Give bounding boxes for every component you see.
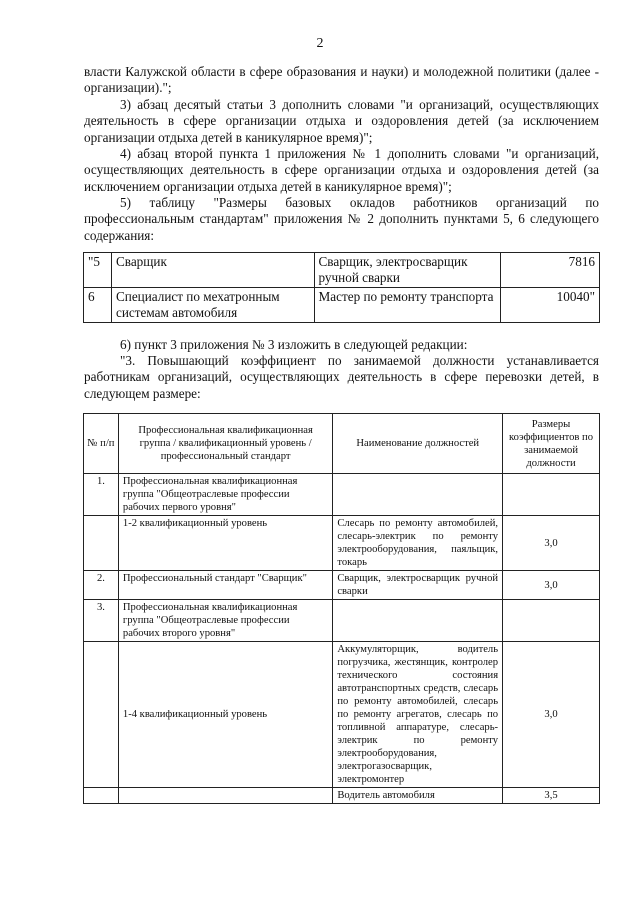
standard-name: Сварщик: [111, 253, 314, 288]
position-name: [333, 600, 503, 642]
coef-value: 3,0: [503, 642, 600, 788]
row-number: [84, 642, 119, 788]
coef-value: [503, 600, 600, 642]
salary-value: 7816: [501, 253, 600, 288]
table-row: [84, 516, 600, 571]
row-number: [84, 788, 119, 804]
paragraph-continuation: власти Калужской области в сфере образования и науки) и молодежной политики (далее - организации).";: [84, 64, 599, 96]
coefficient-table: [83, 413, 600, 804]
coef-value: 3,0: [503, 516, 600, 571]
table-row: [84, 642, 600, 788]
table-row: [84, 288, 600, 323]
coef-value: [503, 474, 600, 516]
paragraph-item-6: 6) пункт 3 приложения № 3 изложить в следующей редакции:: [120, 337, 468, 352]
header-coef: Размеры коэффициентов по занимаемой должности: [503, 414, 600, 474]
table-header-row: [84, 414, 600, 474]
row-number: [84, 516, 119, 571]
position-name: Мастер по ремонту транспорта: [314, 288, 501, 323]
coef-value: 3,0: [503, 571, 600, 600]
paragraph-item-3: 3) абзац десятый статьи 3 дополнить словами "и организаций, осуществляющих деятельность в сфере организации отдыха и оздоровления детей (за исключением организации отдыха детей в каникулярное время)";: [84, 97, 599, 145]
paragraph-item-5: 5) таблицу "Размеры базовых окладов работников организаций по профессиональным стандартам" приложения № 2 дополнить пунктами 5, 6 следующего содержания:: [84, 195, 599, 243]
paragraph-item-4: 4) абзац второй пункта 1 приложения № 1 дополнить словами "и организаций, осуществляющих деятельность в сфере организации отдыха и оздоровления детей (за исключением организации отдыха детей в каникулярное время)";: [84, 146, 599, 194]
position-name: Слесарь по ремонту автомобилей, слесарь-электрик по ремонту электрооборудования, паяльщик, токарь: [333, 516, 503, 571]
group-name: Профессиональный стандарт "Сварщик": [118, 571, 332, 600]
position-name: Водитель автомобиля: [333, 788, 503, 804]
position-name: Сварщик, электросварщик ручной сварки: [333, 571, 503, 600]
salary-table: [83, 252, 600, 323]
standard-name: Специалист по мехатронным системам автомобиля: [111, 288, 314, 323]
position-name: Аккумуляторщик, водитель погрузчика, жестянщик, контролер технического состояния автотранспортных средств, слесарь по ремонту автомобилей, слесарь по ремонту агрегатов, слесарь по топливной аппаратуре, слесарь-электрик по ремонту электрооборудования, электрогазосварщик, электромонтер: [333, 642, 503, 788]
table-row: [84, 253, 600, 288]
table-row: [84, 474, 600, 516]
row-number: 3.: [84, 600, 119, 642]
header-position: Наименование должностей: [333, 414, 503, 474]
group-name: Профессиональная квалификационная группа "Общеотраслевые профессии рабочих второго уровня": [118, 600, 332, 642]
page-number: 2: [316, 36, 324, 51]
table-row: [84, 600, 600, 642]
group-name: Профессиональная квалификационная группа "Общеотраслевые профессии рабочих первого уровня": [118, 474, 332, 516]
header-num: № п/п: [84, 414, 119, 474]
position-name: [333, 474, 503, 516]
row-number: "5: [84, 253, 112, 288]
row-number: 2.: [84, 571, 119, 600]
row-number: 1.: [84, 474, 119, 516]
group-name: 1-4 квалификационный уровень: [118, 642, 332, 788]
position-name: Сварщик, электросварщик ручной сварки: [314, 253, 501, 288]
row-number: 6: [84, 288, 112, 323]
group-name: 1-2 квалификационный уровень: [118, 516, 332, 571]
header-group: Профессиональная квалификационная группа / квалификационный уровень / профессиональный стандарт: [118, 414, 332, 474]
coef-value: 3,5: [503, 788, 600, 804]
table-row: [84, 788, 600, 804]
salary-value: 10040": [501, 288, 600, 323]
table-row: [84, 571, 600, 600]
group-name: [118, 788, 332, 804]
paragraph-coefficient-intro: "3. Повышающий коэффициент по занимаемой должности устанавливается работникам организаций, осуществляющих деятельность в сфере перевозки детей, в следующем размере:: [84, 353, 599, 401]
